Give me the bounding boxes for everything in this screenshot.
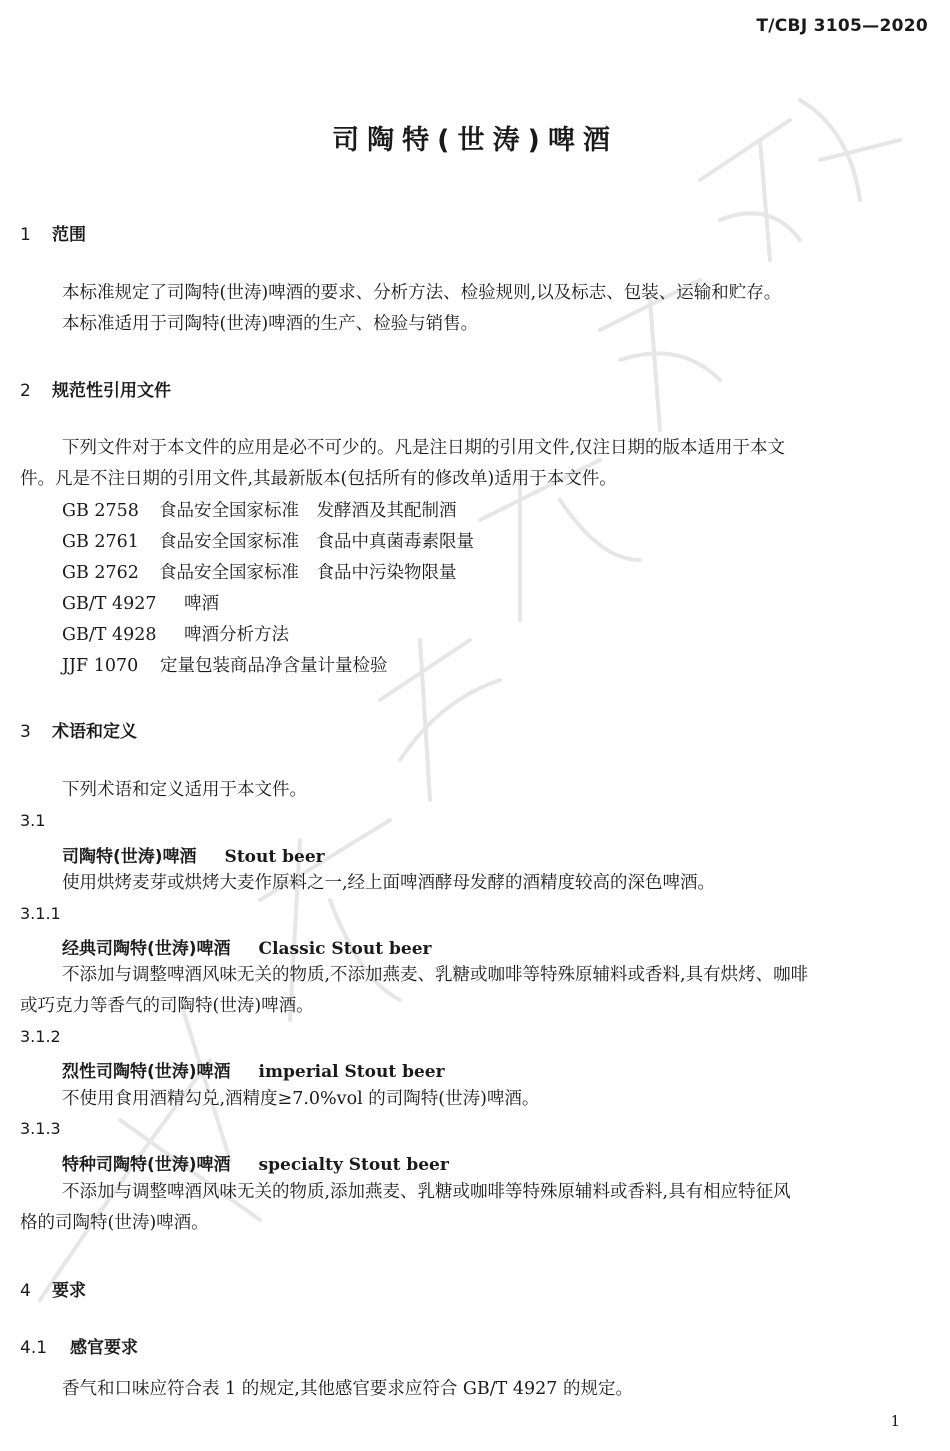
reference-title: 啤酒分析方法	[184, 625, 289, 645]
term-heading	[62, 1057, 445, 1082]
reference-item	[62, 652, 388, 677]
term-definition: 不使用食用酒精勾兑,酒精度≥7.0%vol 的司陶特(世涛)啤酒。	[62, 1089, 540, 1109]
section-1-heading	[20, 220, 86, 245]
reference-code: GB 2758	[62, 501, 139, 521]
reference-item	[62, 559, 457, 584]
term-english: specialty Stout beer	[258, 1155, 449, 1175]
scope-paragraph-1: 本标准规定了司陶特(世涛)啤酒的要求、分析方法、检验规则,以及标志、包装、运输和贮存。	[62, 283, 782, 303]
term-english: Classic Stout beer	[258, 939, 432, 959]
term-chinese: 司陶特(世涛)啤酒	[62, 847, 197, 867]
reference-title: 食品安全国家标准 食品中真菌毒素限量	[159, 532, 474, 552]
standard-code-header: T/CBJ 3105—2020	[756, 16, 928, 36]
reference-title: 食品安全国家标准 发酵酒及其配制酒	[159, 501, 457, 521]
page-number: 1	[890, 1412, 900, 1430]
reference-item	[62, 590, 219, 615]
term-definition-line-1: 不添加与调整啤酒风味无关的物质,添加燕麦、乳糖或咖啡等特殊原辅料或香料,具有相应特征风	[62, 1182, 791, 1202]
section-title: 规范性引用文件	[52, 381, 171, 401]
section-number: 4.1	[20, 1338, 48, 1358]
reference-code: GB/T 4927	[62, 594, 157, 614]
term-heading	[62, 842, 325, 867]
references-intro-line-2: 件。凡是不注日期的引用文件,其最新版本(包括所有的修改单)适用于本文件。	[20, 469, 617, 489]
term-number: 3.1.2	[20, 1027, 61, 1046]
section-number: 4	[20, 1281, 31, 1301]
section-number: 1	[20, 225, 31, 245]
term-heading	[62, 934, 432, 959]
term-chinese: 经典司陶特(世涛)啤酒	[62, 939, 231, 959]
reference-item	[62, 621, 289, 646]
terms-intro: 下列术语和定义适用于本文件。	[62, 780, 307, 800]
term-definition: 使用烘烤麦芽或烘烤大麦作原料之一,经上面啤酒酵母发酵的酒精度较高的深色啤酒。	[62, 873, 716, 893]
references-intro-line-1: 下列文件对于本文件的应用是必不可少的。凡是注日期的引用文件,仅注日期的版本适用于本文	[62, 438, 786, 458]
section-3-heading	[20, 717, 137, 742]
term-english: imperial Stout beer	[258, 1062, 445, 1082]
section-title: 要求	[52, 1281, 86, 1301]
term-heading	[62, 1150, 449, 1175]
term-number: 3.1.1	[20, 904, 61, 923]
reference-title: 定量包装商品净含量计量检验	[160, 656, 388, 676]
term-definition-line-1: 不添加与调整啤酒风味无关的物质,不添加燕麦、乳糖或咖啡等特殊原辅料或香料,具有烘烤、咖啡	[62, 965, 809, 985]
reference-code: JJF 1070	[62, 656, 139, 676]
requirement-paragraph: 香气和口味应符合表 1 的规定,其他感官要求应符合 GB/T 4927 的规定。	[62, 1379, 633, 1399]
term-english: Stout beer	[224, 847, 325, 867]
reference-code: GB 2762	[62, 563, 139, 583]
term-number: 3.1	[20, 811, 46, 830]
section-2-heading	[20, 376, 171, 401]
section-number: 2	[20, 381, 31, 401]
scope-paragraph-2: 本标准适用于司陶特(世涛)啤酒的生产、检验与销售。	[62, 314, 479, 334]
reference-item	[62, 497, 457, 522]
reference-item	[62, 528, 474, 553]
term-definition-line-2: 或巧克力等香气的司陶特(世涛)啤酒。	[20, 996, 314, 1016]
term-chinese: 烈性司陶特(世涛)啤酒	[62, 1062, 231, 1082]
section-number: 3	[20, 722, 31, 742]
section-title: 范围	[52, 225, 86, 245]
term-definition-line-2: 格的司陶特(世涛)啤酒。	[20, 1213, 209, 1233]
section-4-heading	[20, 1276, 86, 1301]
reference-title: 食品安全国家标准 食品中污染物限量	[159, 563, 457, 583]
document-title: 司陶特(世涛)啤酒	[332, 125, 618, 156]
section-title: 术语和定义	[52, 722, 137, 742]
section-title: 感官要求	[70, 1338, 138, 1358]
reference-title: 啤酒	[184, 594, 219, 614]
term-number: 3.1.3	[20, 1119, 61, 1138]
term-chinese: 特种司陶特(世涛)啤酒	[62, 1155, 231, 1175]
section-4-1-heading	[20, 1333, 138, 1358]
reference-code: GB 2761	[62, 532, 139, 552]
reference-code: GB/T 4928	[62, 625, 157, 645]
